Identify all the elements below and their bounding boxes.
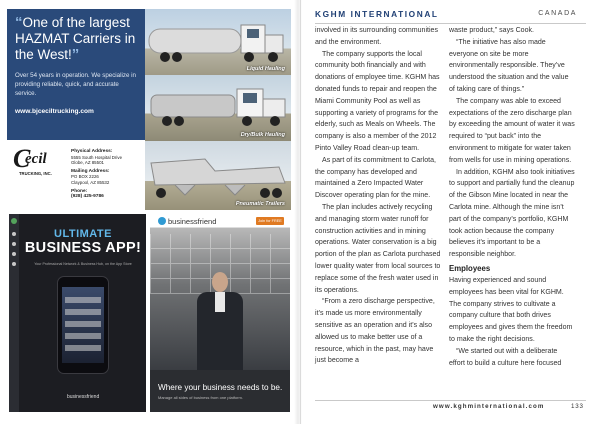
ad-contact-block	[7, 140, 145, 210]
app-headline-line2: BUSINESS APP!	[24, 240, 142, 256]
cecil-logo	[13, 146, 67, 176]
paragraph: “From a zero discharge perspective, it’s made us more environmentally sensitive as an operation and it’s also allowed us to make better use of a resource, which in the past, may have just become a	[315, 298, 435, 365]
nav-dot-icon	[12, 252, 16, 256]
join-free-button[interactable]: Join for FREE	[256, 217, 284, 225]
page-spine-shadow	[294, 0, 302, 424]
truck-photo-dry-bulk	[145, 75, 291, 141]
app-subtitle: Your Professional Network & Business Hub, on the App Store	[34, 262, 132, 266]
paragraph: In addition, KGHM also took initiatives to support and partially fund the cleanup of the Gibson Mine located in near the Carlota mine. Although the mine isn’t part of the company’s portfolio, KGHM took action because the company believes it’s important to be a responsible neighbor.	[449, 168, 575, 259]
screen-row	[65, 321, 101, 327]
truck-label-1: Liquid Hauling	[246, 66, 285, 72]
paragraph: The company was able to exceed expectations of the zero discharge plan by exceeding the amount of water it was required to “put back” into the environment to mitigate for water taken from wells for use in mining operations.	[449, 97, 575, 164]
article-column-a	[315, 25, 441, 367]
logo-corp: TRUCKING, INC.	[19, 171, 52, 176]
physical-line-2: Globe, AZ 85501	[71, 160, 104, 166]
screen-row	[65, 309, 101, 315]
ad-quote	[15, 15, 137, 63]
running-header-brand: KGHM INTERNATIONAL	[315, 9, 439, 19]
right-page	[300, 0, 600, 424]
bf-tagline: Where your business needs to be.	[158, 383, 283, 392]
bf-header	[150, 214, 290, 228]
page-number: 133	[571, 403, 584, 410]
running-header-country: CANADA	[538, 10, 577, 17]
mailing-line-1: PO BOX 2226	[71, 174, 99, 180]
article-column-b	[449, 25, 575, 369]
mailing-line-2: Claypool, AZ 85532	[71, 179, 110, 185]
truck-image	[145, 141, 291, 210]
phone-mockup	[57, 276, 109, 374]
business-app-ad[interactable]	[9, 214, 146, 412]
mailing-address-title: Mailing Address:	[71, 168, 110, 174]
physical-line-1: 5555 South Hospital Drive	[71, 154, 123, 160]
paragraph: The company supports the local community both financially and with donations of employee time. KGHM has donated funds to repair and reopen the Miami Community Pool as well as supporting a variety of programs for the elderly, such as Meals on Wheels. The company is also a member of the 2012 Pinto Valley Road clean-up team.	[315, 50, 440, 152]
ad-subline: Over 54 years in operation. We specialize in providing reliable, quick, and accurate service.	[15, 72, 136, 97]
app-headline	[23, 228, 143, 256]
globe-icon	[158, 217, 166, 225]
app-ad-brand: businessfriend	[67, 394, 100, 400]
phone-number: (928) 425-9786	[71, 194, 104, 200]
nav-dot-icon	[12, 242, 16, 246]
quote-open-mark: “	[15, 14, 23, 31]
phone-screen	[62, 287, 104, 363]
quote-close-mark: ”	[71, 46, 80, 63]
businessman-photo	[195, 272, 245, 370]
screen-row	[65, 345, 101, 351]
nav-dot-icon	[12, 232, 16, 236]
paragraph: “The initiative has also made everyone on site be more environmentally responsible. They’ve understood the situation and the value of taking care of things.”	[449, 38, 569, 93]
truck-photo-pneumatic	[145, 141, 291, 210]
section-heading: Employees	[449, 263, 491, 273]
businessfriend-ad[interactable]	[150, 214, 290, 412]
nav-dot-icon	[12, 262, 16, 266]
paragraph: Having experienced and sound employees has been vital for KGHM. The company strives to cultivate a company culture that both drives employees and gives them the freedom to make the right decisions.	[449, 276, 573, 343]
app-sidebar	[9, 214, 19, 412]
app-headline-line1: ULTIMATE	[54, 228, 112, 240]
phone-title: Phone:	[71, 188, 88, 194]
bf-logo	[168, 217, 216, 226]
logo-letter: C	[13, 144, 31, 173]
header-rule	[315, 23, 586, 24]
cecil-trucking-ad[interactable]	[7, 9, 291, 210]
screen-row	[65, 333, 101, 339]
paragraph: “We started out with a deliberate effort to build a culture here focused	[449, 347, 562, 367]
footer-url[interactable]: www.kghminternational.com	[433, 403, 545, 410]
quote-text: One of the largest HAZMAT Carriers in the West!	[15, 15, 136, 62]
ad-url-link[interactable]: www.bjceciltrucking.com	[15, 108, 94, 115]
paragraph: waste product,” says Cook.	[449, 27, 534, 34]
ad-addresses	[71, 149, 143, 200]
bf-tagline-sub: Manage all sides of business from one platform.	[158, 395, 243, 400]
logo-name: ecil	[25, 151, 47, 167]
paragraph: involved in its surrounding communities and the environment.	[315, 27, 438, 46]
truck-photo-liquid	[145, 9, 291, 75]
paragraph: The plan includes actively recycling and managing storm water runoff for construction activities and in mining operations. Water conservation is a big portion of the plan as Carlota purchased lower quality water from local sources to replace some of the fresh water used in its operations.	[315, 203, 441, 294]
truck-label-2: Dry/Bulk Hauling	[240, 132, 285, 138]
paragraph: As part of its commitment to Carlota, the company has developed and maintained a Zero Impacted Water Discover operating plan for the mine.	[315, 156, 436, 200]
screen-row	[65, 297, 101, 303]
footer-rule	[315, 400, 586, 401]
ad-blue-panel	[7, 9, 145, 140]
bf-logo-text: businessfriend	[168, 217, 217, 226]
app-status-icon	[11, 218, 17, 224]
truck-label-3: Pneumatic Trailers	[235, 201, 285, 207]
physical-address-title: Physical Address:	[71, 149, 113, 154]
